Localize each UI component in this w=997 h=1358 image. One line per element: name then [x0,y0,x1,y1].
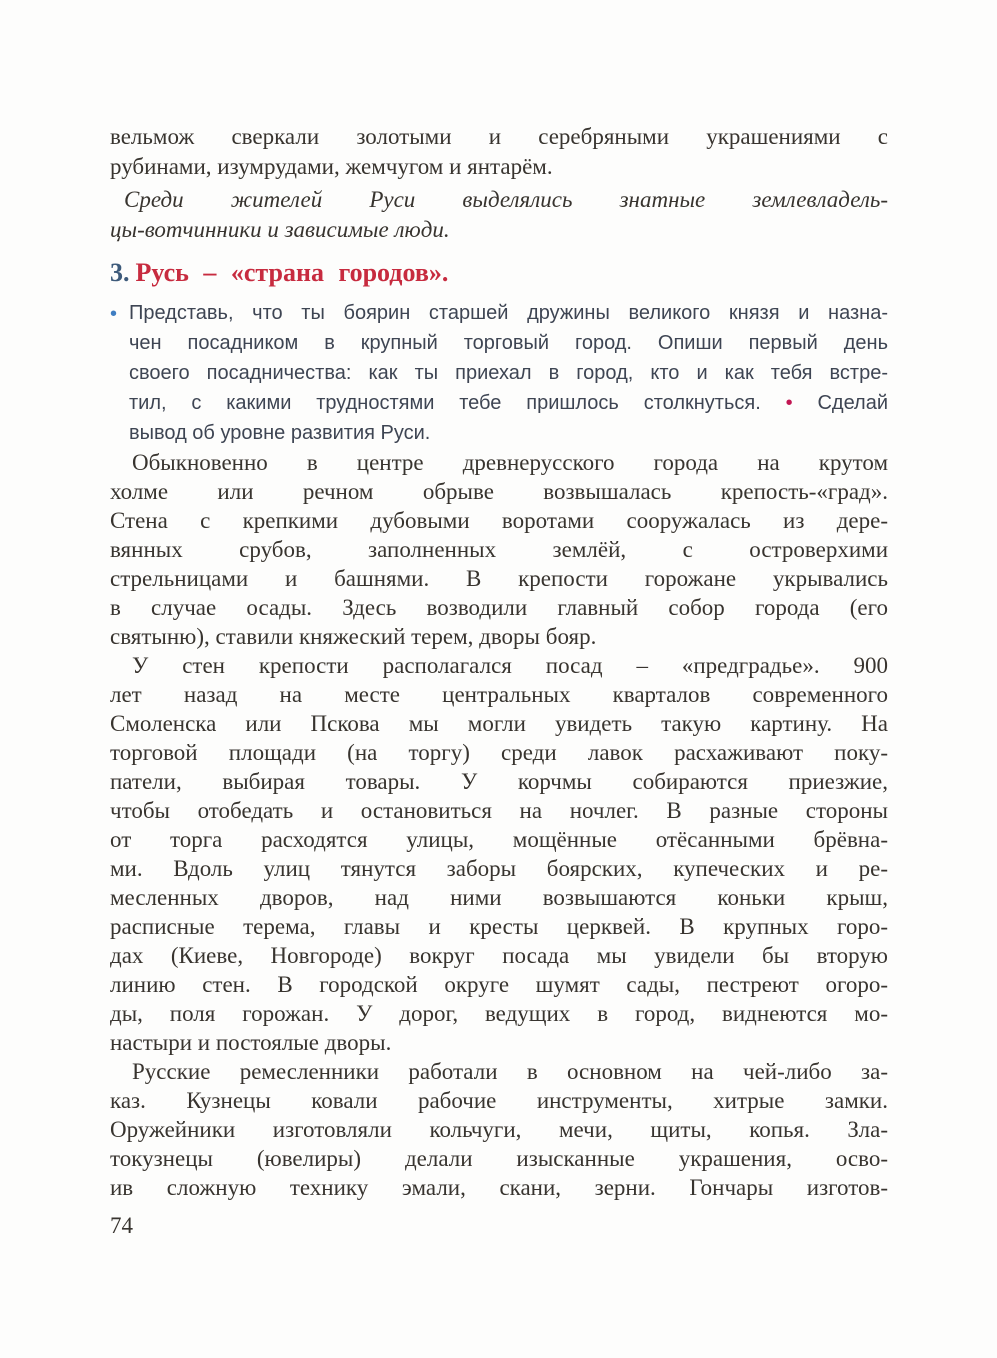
text-line: святыню), ставили княжеский терем, дворы бояр. [110,624,597,649]
text-line: У стен крепости располагался посад – «предградье». 900 [132,653,888,678]
text-line: вянных срубов, заполненных землёй, с островерхими [110,537,888,562]
text-line: линию стен. В городской округе шумят сады, пестреют огоро- [110,972,888,997]
text-line: каз. Кузнецы ковали рабочие инструменты, хитрые замки. [110,1088,888,1113]
text-line: Обыкновенно в центре древнерусского города на крутом [132,450,888,475]
text-line: чтобы отобедать и остановиться на ночлег. В разные стороны [110,798,888,823]
body-paragraph-2 [110,651,888,1057]
text-line: Русские ремесленники работали в основном на чей-либо за- [132,1059,888,1084]
text-line: Среди жителей Руси выделялись знатные землевладель- [124,187,888,212]
task-line: Представь, что ты боярин старшей дружины великого князя и назна- [129,302,888,324]
text-line: Стена с крепкими дубовыми воротами сооружалась из дере- [110,508,888,533]
bullet-icon: • [785,392,793,414]
task-line: вывод об уровне развития Руси. [129,422,431,444]
page-number: 74 [110,1213,133,1238]
task-line-text: Сделай [817,392,888,414]
text-line: Смоленска или Пскова мы могли увидеть такую картину. На [110,711,888,736]
text-line: ми. Вдоль улиц тянутся заборы боярских, купеческих и ре- [110,856,888,881]
text-line: цы-вотчинники и зависимые люди. [110,217,450,242]
task-line-text: тил, с какими трудностями тебе пришлось столкнуться. [129,392,761,414]
text-line: холме или речном обрыве возвышалась крепость-«град». [110,479,888,504]
text-line: рубинами, изумрудами, жемчугом и янтарём. [110,154,553,179]
body-paragraph-3 [110,1057,888,1202]
section-heading [110,256,888,290]
intro-paragraph [110,122,888,182]
section-number: 3. [110,258,130,287]
text-line: ды, поля горожан. У дорог, ведущих в город, виднеются мо- [110,1001,888,1026]
text-line: от торга расходятся улицы, мощённые отёсанными брёвна- [110,827,888,852]
text-line: лет назад на месте центральных кварталов современного [110,682,888,707]
task-line [129,388,888,418]
text-column [110,122,888,1202]
italic-note-paragraph [110,185,888,245]
task-block [110,298,888,448]
text-line: настыри и постоялые дворы. [110,1030,392,1055]
task-line: своего посадничества: как ты приехал в город, кто и как тебя встре- [129,362,888,384]
text-line: в случае осады. Здесь возводили главный собор города (его [110,595,888,620]
text-line: месленных дворов, над ними возвышаются коньки крыш, [110,885,888,910]
text-line: стрельницами и башнями. В крепости горожане укрывались [110,566,888,591]
text-line: ив сложную технику эмали, скани, зерни. Гончары изготов- [110,1175,888,1200]
text-line: патели, выбирая товары. У корчмы собираются приезжие, [110,769,888,794]
text-line: токузнецы (ювелиры) делали изысканные украшения, осво- [110,1146,888,1171]
bullet-icon: • [110,303,118,325]
task-line: чен посадником в крупный торговый город. Опиши первый день [129,332,888,354]
text-line: расписные терема, главы и кресты церквей. В крупных горо- [110,914,888,939]
section-title: Русь – «страна городов». [135,258,449,287]
text-line: Оружейники изготовляли кольчуги, мечи, щиты, копья. Зла- [110,1117,888,1142]
body-paragraph-1 [110,448,888,651]
text-line: вельмож сверкали золотыми и серебряными украшениями с [110,124,888,149]
text-line: торговой площади (на торгу) среди лавок расхаживают поку- [110,740,888,765]
text-line: дах (Киеве, Новгороде) вокруг посада мы увидели бы вторую [110,943,888,968]
